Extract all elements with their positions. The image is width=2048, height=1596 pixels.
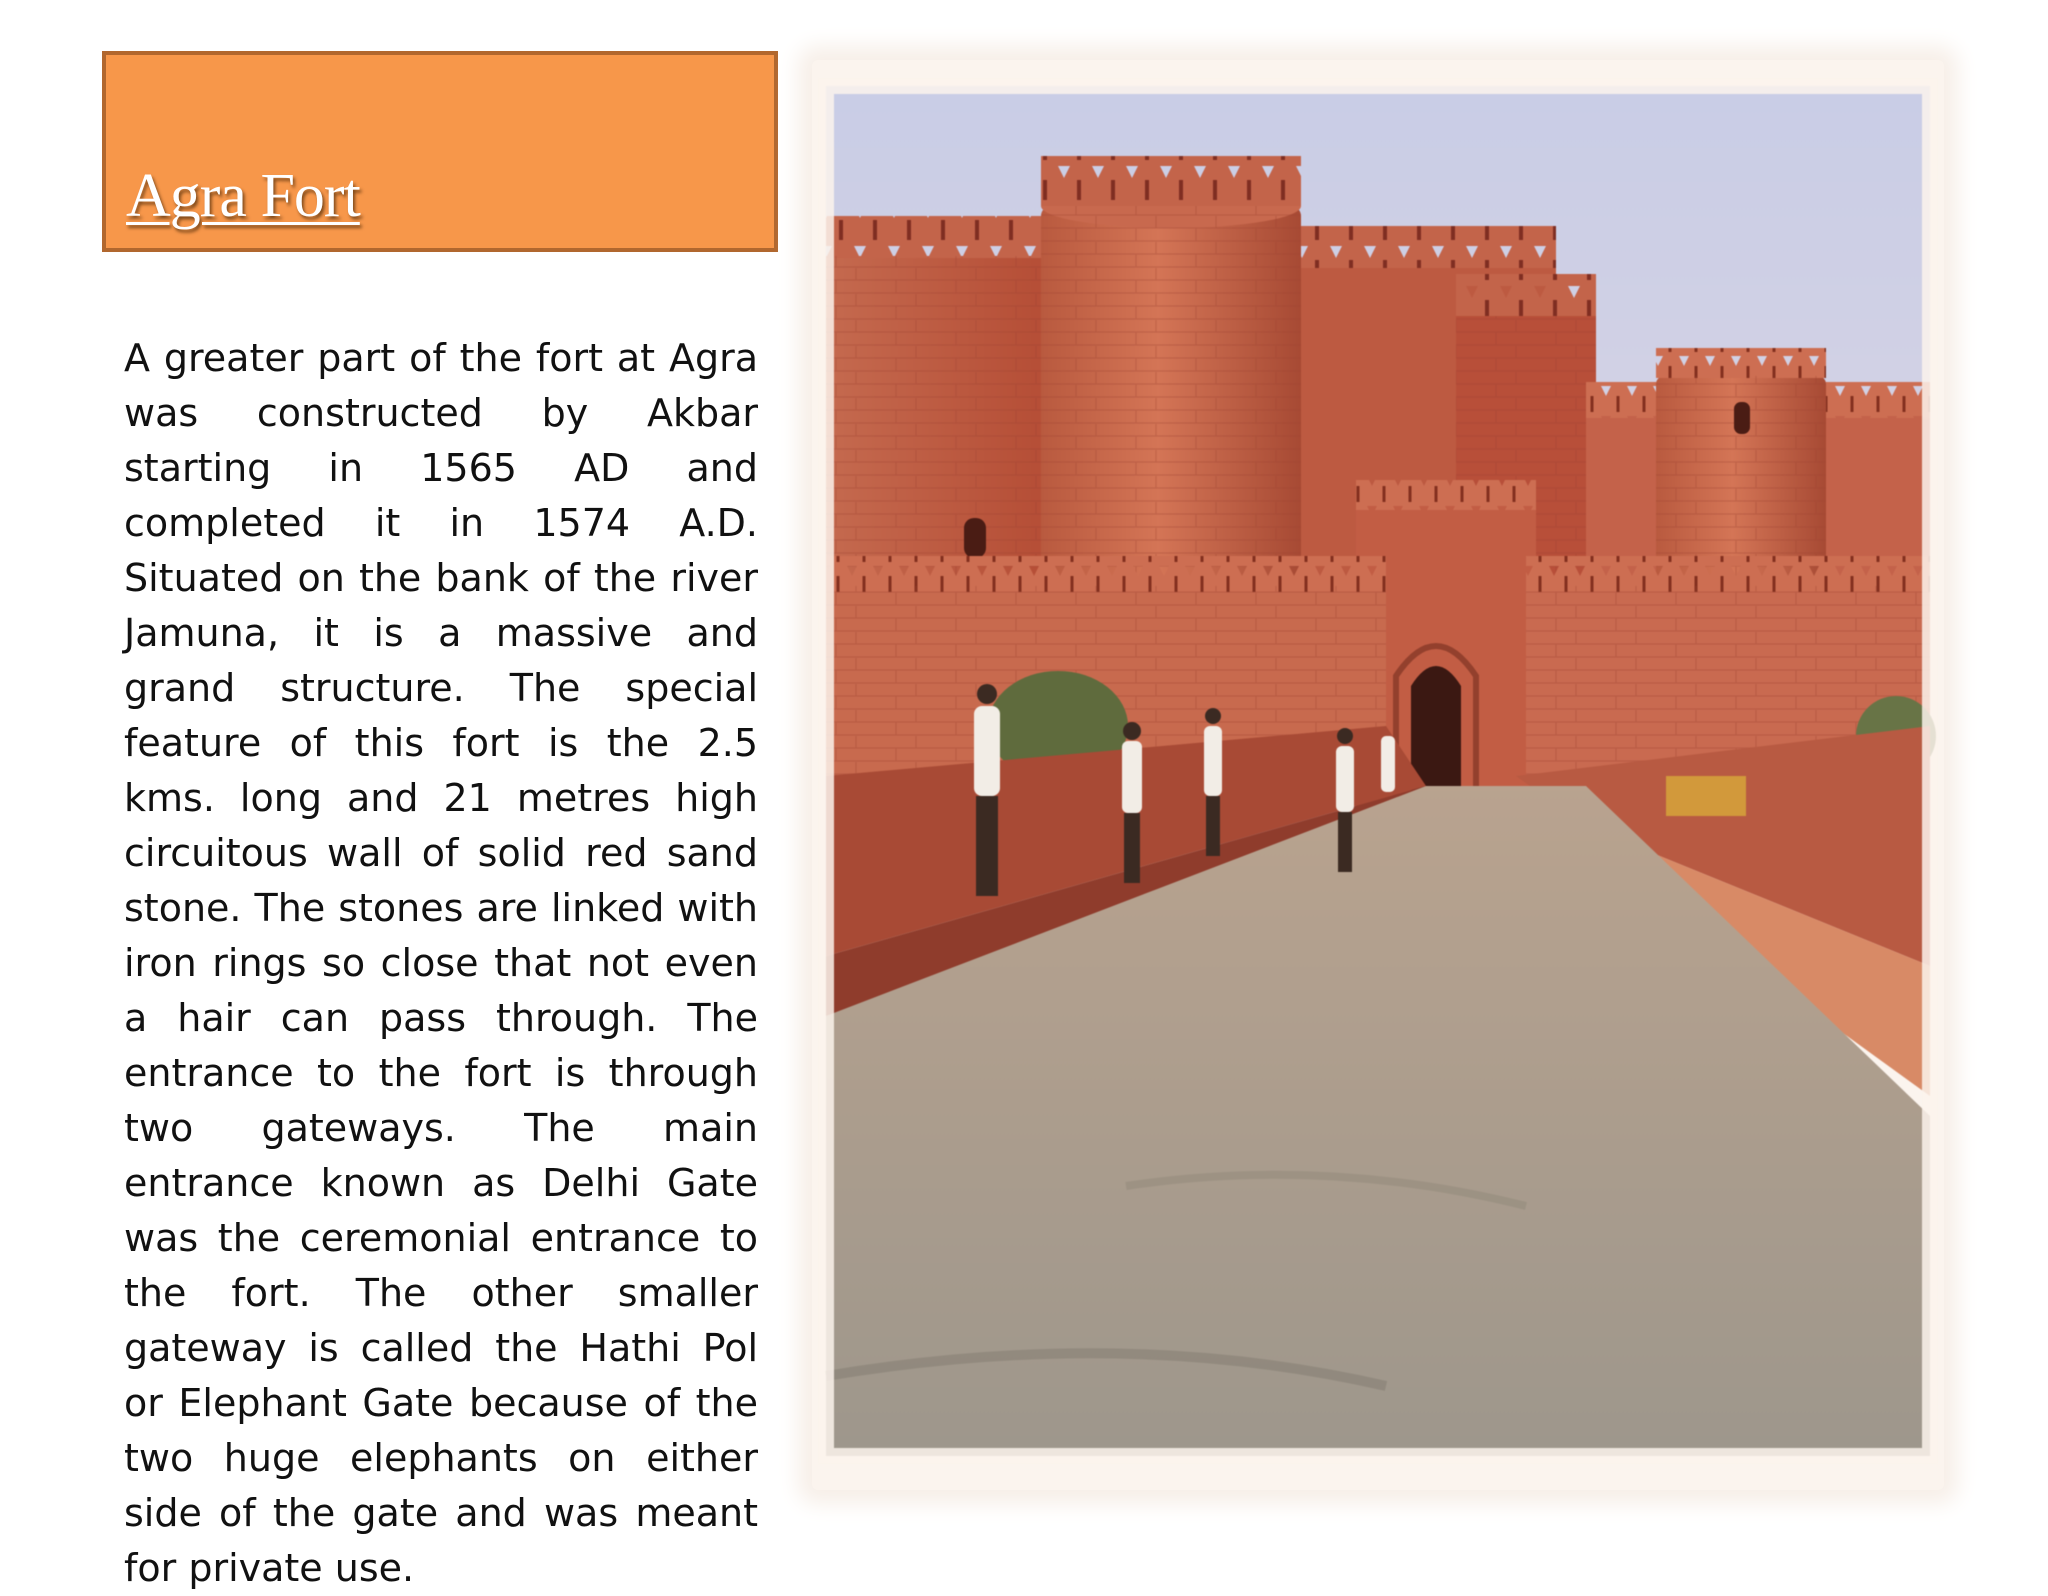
slide-body-text: A greater part of the fort at Agra was constructed by Akbar starting in 1565 AD and completed it in 1574 A.D. Situated on the bank of the river Jamuna, it is a massive and grand structure. The special feature of this fort is the 2.5 kms. long and 21 metres high circuitous wall of solid red sand stone. The stones are linked with iron rings so close that not even a hair can pass through. The entrance to the fort is through two gateways. The main entrance known as Delhi Gate was the ceremonial entrance to the fort. The other smaller gateway is called the Hathi Pol or Elephant Gate because of the two huge elephants on either side of the gate and was meant for private use. bbox=[124, 336, 758, 1590]
agra-fort-photo bbox=[826, 86, 1930, 1456]
slide-title: Agra Fort bbox=[126, 162, 360, 230]
title-box bbox=[102, 51, 778, 252]
